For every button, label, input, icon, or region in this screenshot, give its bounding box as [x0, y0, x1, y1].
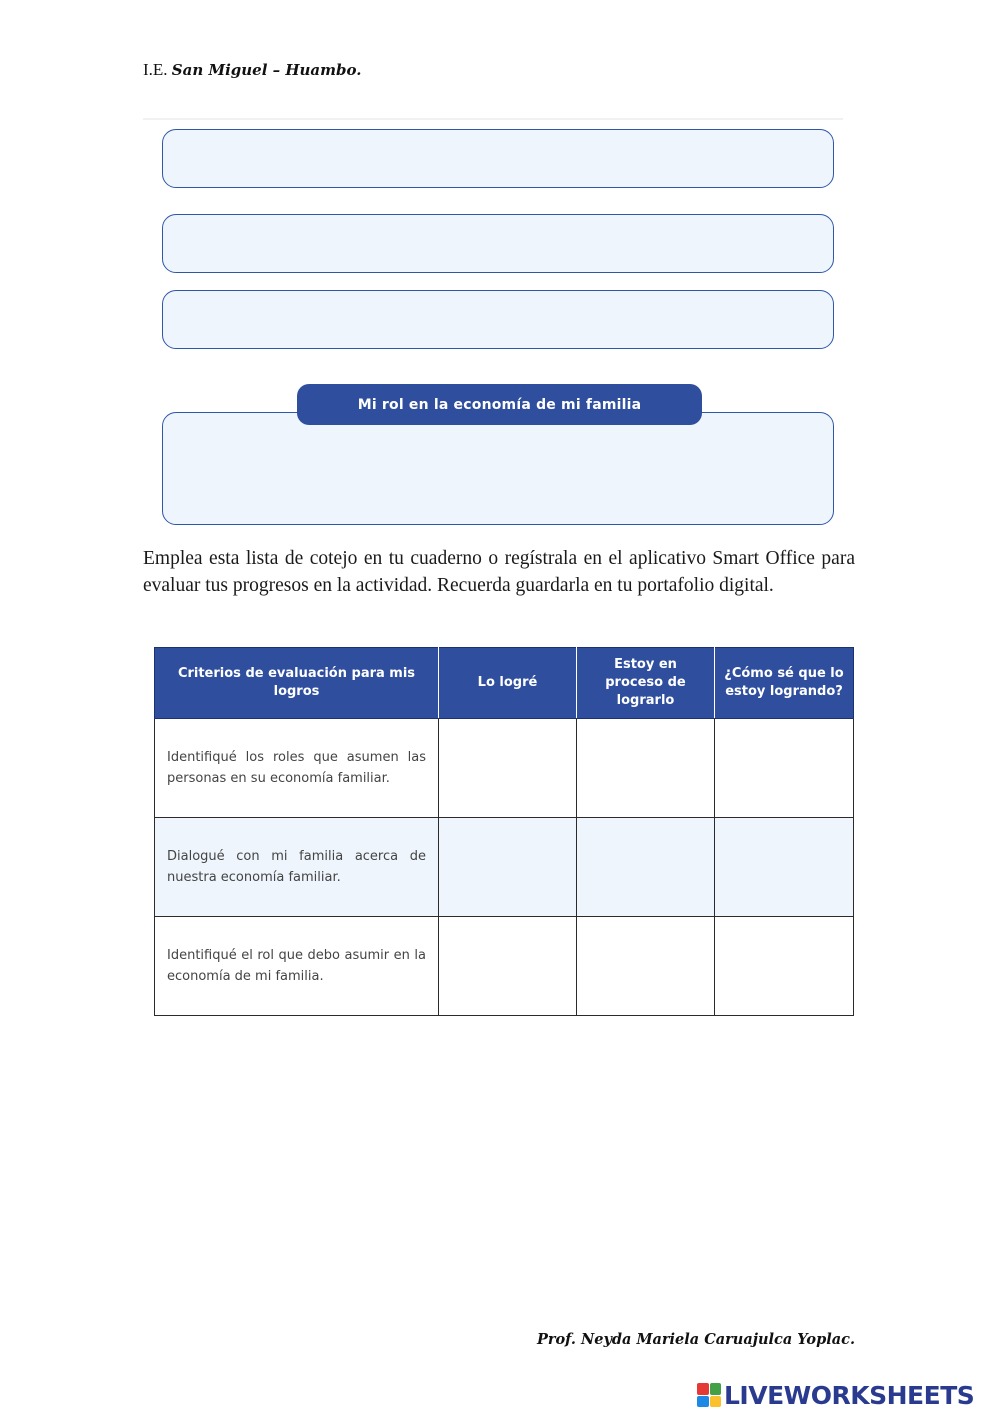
header-in-progress: Estoy en proceso de lograrlo — [577, 648, 715, 719]
how-know-cell[interactable] — [715, 719, 854, 818]
in-progress-cell[interactable] — [577, 818, 715, 917]
criteria-cell: Dialogué con mi familia acerca de nuestra economía familiar. — [155, 818, 439, 917]
how-know-cell[interactable] — [715, 917, 854, 1016]
liveworksheets-brand — [697, 1378, 974, 1412]
instructions-text: Emplea esta lista de cotejo en tu cuaderno o regístrala en el aplicativo Smart Office para evaluar tus progresos en la actividad. Recuerda guardarla en tu portafolio digital. — [143, 548, 855, 596]
liveworksheets-logo-icon — [697, 1383, 721, 1407]
answer-box-role[interactable] — [162, 412, 834, 525]
evaluation-checklist — [154, 647, 854, 1016]
table-row — [155, 818, 854, 917]
school-name: San Miguel – Huambo. — [171, 61, 362, 79]
answer-box-1[interactable] — [162, 129, 834, 188]
table-row — [155, 917, 854, 1016]
criteria-cell: Identifiqué los roles que asumen las personas en su economía familiar. — [155, 719, 439, 818]
table-header-row — [155, 648, 854, 719]
school-header — [143, 60, 361, 80]
achieved-cell[interactable] — [439, 917, 577, 1016]
achieved-cell[interactable] — [439, 818, 577, 917]
answer-box-3[interactable] — [162, 290, 834, 349]
header-how-know: ¿Cómo sé que lo estoy logrando? — [715, 648, 854, 719]
header-achieved: Lo logré — [439, 648, 577, 719]
answer-box-2[interactable] — [162, 214, 834, 273]
achieved-cell[interactable] — [439, 719, 577, 818]
author-signature: Prof. Neyda Mariela Caruajulca Yoplac. — [536, 1331, 855, 1348]
logo-square — [697, 1383, 709, 1395]
logo-square — [710, 1383, 722, 1395]
header-criteria: Criterios de evaluación para mis logros — [155, 648, 439, 719]
criteria-cell: Identifiqué el rol que debo asumir en la economía de mi familia. — [155, 917, 439, 1016]
table-row — [155, 719, 854, 818]
header-prefix: I.E. — [143, 60, 168, 79]
section-title: Mi rol en la economía de mi familia — [297, 384, 702, 425]
logo-square — [710, 1396, 722, 1408]
divider — [143, 118, 843, 120]
in-progress-cell[interactable] — [577, 917, 715, 1016]
brand-name: LIVEWORKSHEETS — [724, 1380, 975, 1410]
in-progress-cell[interactable] — [577, 719, 715, 818]
how-know-cell[interactable] — [715, 818, 854, 917]
logo-square — [697, 1396, 709, 1408]
